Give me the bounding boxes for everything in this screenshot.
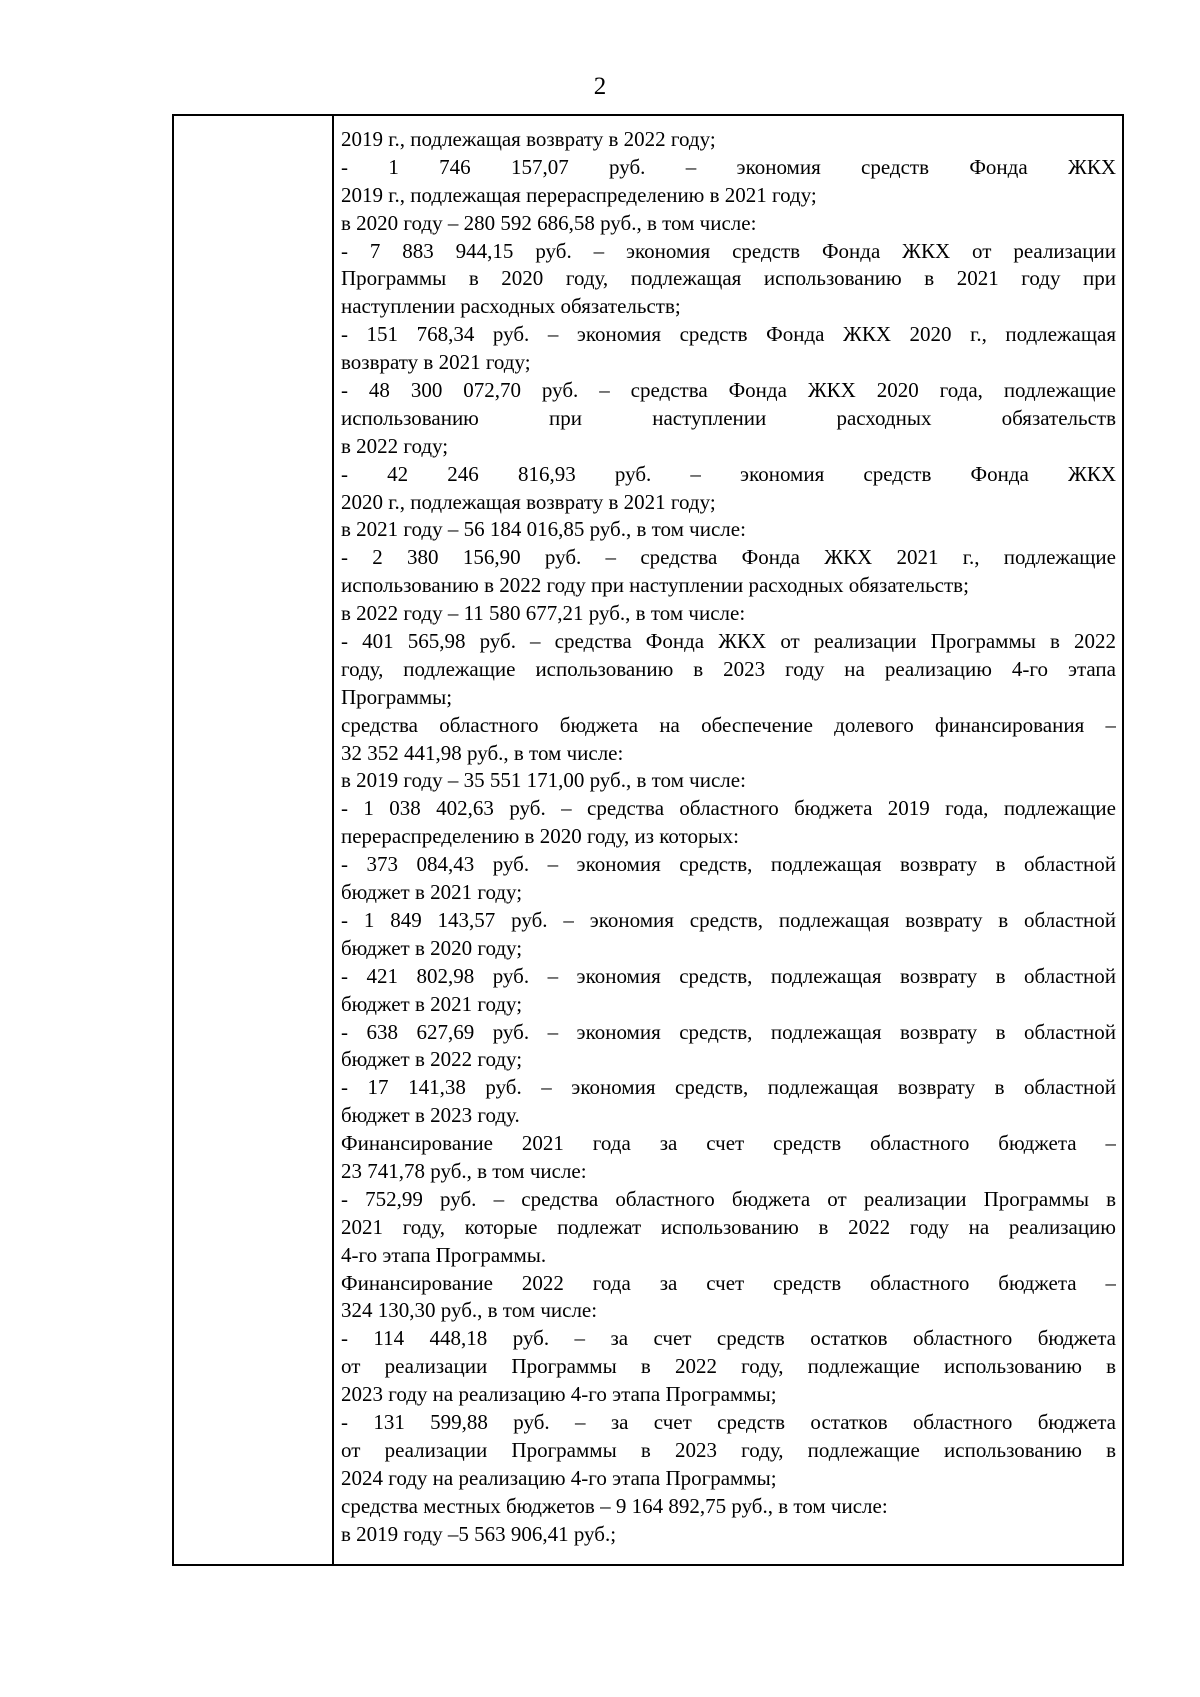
text-line: - 151 768,34 руб. – экономия средств Фонда ЖКХ 2020 г., подлежащая	[341, 322, 1116, 347]
text-line: 2019 г., подлежащая возврату в 2022 году;	[341, 127, 716, 151]
text-line: - 114 448,18 руб. – за счет средств остатков областного бюджета	[341, 1326, 1116, 1351]
text-line: перераспределению в 2020 году, из которых:	[341, 824, 739, 849]
document-table	[172, 114, 1124, 1566]
text-line: - 373 084,43 руб. – экономия средств, подлежащая возврату в областной	[341, 852, 1116, 877]
text-line: году, подлежащие использованию в 2023 году на реализацию 4-го этапа	[341, 656, 1116, 681]
table-left-cell	[174, 116, 334, 1564]
text-line: - 131 599,88 руб. – за счет средств остатков областного бюджета	[341, 1409, 1116, 1434]
text-line: 2020 г., подлежащая возврату в 2021 году;	[341, 489, 716, 514]
text-line: возврату в 2021 году;	[341, 350, 531, 375]
text-line: средства областного бюджета на обеспечение долевого финансирования –	[341, 712, 1116, 737]
text-line: - 1 849 143,57 руб. – экономия средств, подлежащая возврату в областной	[341, 907, 1116, 932]
page-number: 2	[593, 73, 607, 100]
text-line: в 2022 году – 11 580 677,21 руб., в том числе:	[341, 601, 746, 626]
text-line: в 2020 году – 280 592 686,58 руб., в том числе:	[341, 210, 757, 235]
text-line: средства местных бюджетов – 9 164 892,75 руб., в том числе:	[341, 1493, 888, 1518]
text-line: - 17 141,38 руб. – экономия средств, подлежащая возврату в областной	[341, 1075, 1116, 1100]
text-line: 2024 году на реализацию 4-го этапа Программы;	[341, 1465, 777, 1490]
text-line: наступлении расходных обязательств;	[341, 294, 681, 319]
text-line: от реализации Программы в 2022 году, подлежащие использованию в	[341, 1354, 1116, 1379]
text-line: в 2021 году – 56 184 016,85 руб., в том числе:	[341, 517, 746, 542]
text-line: в 2022 году;	[341, 433, 449, 458]
text-line: бюджет в 2021 году;	[341, 880, 523, 905]
text-line: бюджет в 2021 году;	[341, 991, 523, 1016]
text-line: Финансирование 2021 года за счет средств областного бюджета –	[341, 1131, 1116, 1156]
text-line: 2021 году, которые подлежат использованию в 2022 году на реализацию	[341, 1214, 1116, 1239]
text-line: 2023 году на реализацию 4-го этапа Программы;	[341, 1382, 777, 1407]
text-line: использованию в 2022 году при наступлении расходных обязательств;	[341, 573, 969, 598]
text-line: бюджет в 2020 году;	[341, 935, 523, 960]
text-line: - 2 380 156,90 руб. – средства Фонда ЖКХ 2021 г., подлежащие	[341, 545, 1116, 570]
text-line: 23 741,78 руб., в том числе:	[341, 1158, 587, 1183]
text-line: - 42 246 816,93 руб. – экономия средств Фонда ЖКХ	[341, 461, 1116, 486]
text-line: бюджет в 2022 году;	[341, 1047, 523, 1072]
text-line: - 7 883 944,15 руб. – экономия средств Фонда ЖКХ от реализации	[341, 238, 1116, 263]
text-line: 32 352 441,98 руб., в том числе:	[341, 740, 624, 765]
text-line: 4-го этапа Программы.	[341, 1242, 547, 1267]
text-line: 324 130,30 руб., в том числе:	[341, 1298, 598, 1323]
text-line: Финансирование 2022 года за счет средств областного бюджета –	[341, 1270, 1116, 1295]
text-line: - 421 802,98 руб. – экономия средств, подлежащая возврату в областной	[341, 963, 1116, 988]
text-line: - 1 038 402,63 руб. – средства областного бюджета 2019 года, подлежащие	[341, 796, 1116, 821]
text-line: Программы в 2020 году, подлежащая использованию в 2021 году при	[341, 266, 1116, 291]
text-line: Программы;	[341, 684, 453, 709]
text-line: в 2019 году –5 563 906,41 руб.;	[341, 1521, 617, 1546]
text-line: - 638 627,69 руб. – экономия средств, подлежащая возврату в областной	[341, 1019, 1116, 1044]
text-line: бюджет в 2023 году.	[341, 1103, 520, 1128]
text-line: - 1 746 157,07 руб. – экономия средств Фонда ЖКХ	[341, 154, 1116, 179]
text-line: - 48 300 072,70 руб. – средства Фонда ЖКХ 2020 года, подлежащие	[341, 378, 1116, 403]
table-text-cell	[334, 116, 1122, 1564]
text-line: от реализации Программы в 2023 году, подлежащие использованию в	[341, 1437, 1116, 1462]
text-line: в 2019 году – 35 551 171,00 руб., в том числе:	[341, 768, 746, 793]
text-line: - 401 565,98 руб. – средства Фонда ЖКХ от реализации Программы в 2022	[341, 629, 1116, 654]
text-line: - 752,99 руб. – средства областного бюджета от реализации Программы в	[341, 1186, 1116, 1211]
text-line: 2019 г., подлежащая перераспределению в 2021 году;	[341, 182, 817, 207]
text-line: использованию при наступлении расходных обязательств	[341, 405, 1116, 430]
